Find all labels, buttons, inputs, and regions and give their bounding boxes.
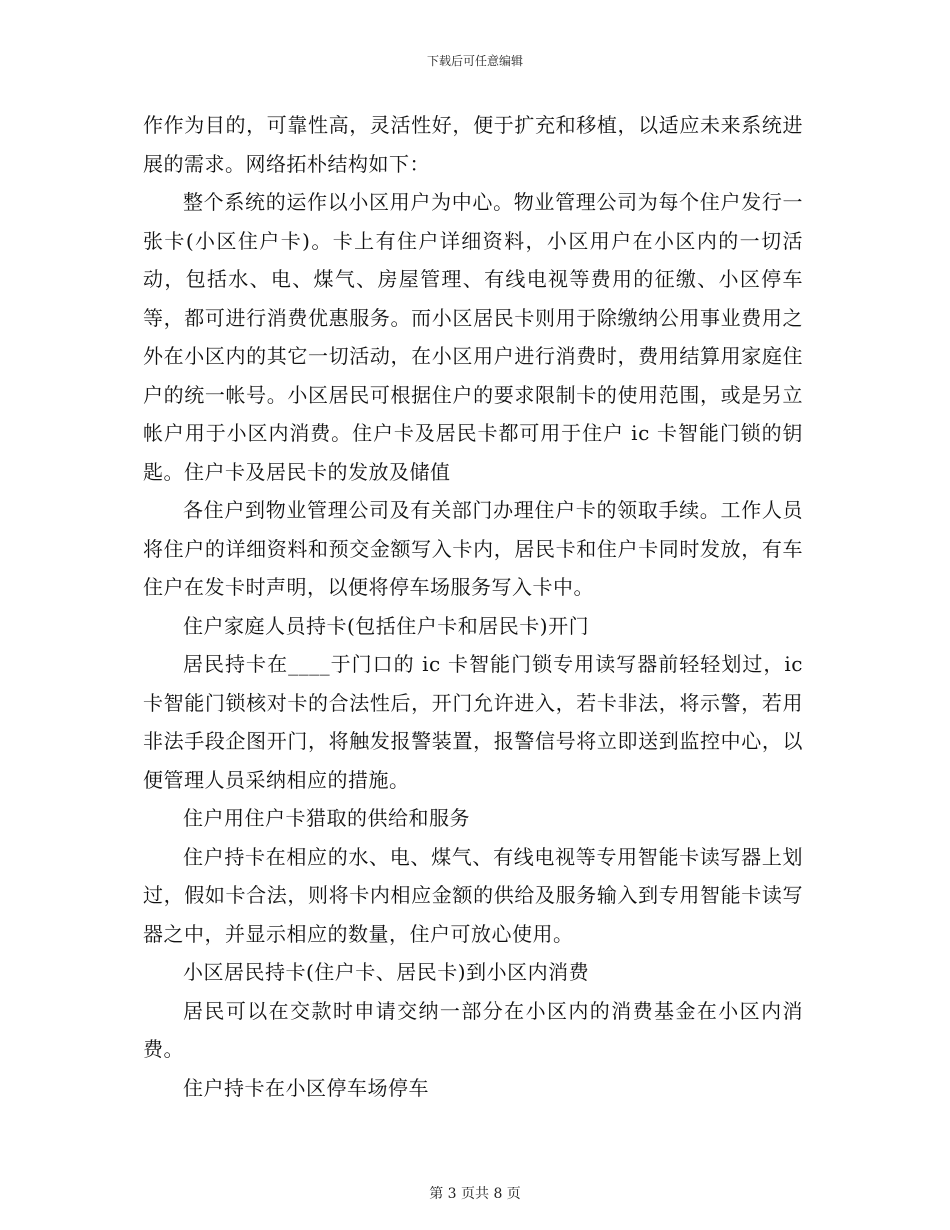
paragraph-5: 居民持卡在____于门口的 ic 卡智能门锁专用读写器前轻轻划过，ic 卡智能门锁核对卡的合法性后，开门允许进入，若卡非法，将示警，若用非法手段企图开门，将触发报警装置，报警信号将立即送到监控中心，以便管理人员采纳相应的措施。 bbox=[143, 652, 803, 792]
document-body bbox=[143, 106, 803, 1107]
paragraph-2: 整个系统的运作以小区用户为中心。物业管理公司为每个住户发行一张卡(小区住户卡)。卡上有住户详细资料，小区用户在小区内的一切活动，包括水、电、煤气、房屋管理、有线电视等费用的征缴、小区停车等，都可进行消费优惠服务。而小区居民卡则用于除缴纳公用事业费用之外在小区内的其它一切活动，在小区用户进行消费时，费用结算用家庭住户的统一帐号。小区居民可根据住户的要求限制卡的使用范围，或是另立帐户用于小区内消费。住户卡及居民卡都可用于住户 ic 卡智能门锁的钥匙。住户卡及居民卡的发放及储值 bbox=[143, 190, 803, 484]
page-number-footer: 第 3 页共 8 页 bbox=[429, 1186, 521, 1202]
section-heading-parking: 住户持卡在小区停车场停车 bbox=[183, 1075, 429, 1100]
section-heading-services: 住户用住户卡猎取的供给和服务 bbox=[183, 806, 470, 830]
paragraph-7: 住户持卡在相应的水、电、煤气、有线电视等专用智能卡读写器上划过，假如卡合法，则将卡内相应金额的供给及服务输入到专用智能卡读写器之中，并显示相应的数量，住户可放心使用。 bbox=[143, 844, 803, 946]
section-heading-consumption: 小区居民持卡(住户卡、居民卡)到小区内消费 bbox=[183, 960, 590, 984]
paragraph-3: 各住户到物业管理公司及有关部门办理住户卡的领取手续。工作人员将住户的详细资料和预交金额写入卡内，居民卡和住户卡同时发放，有车住户在发卡时声明，以便将停车场服务写入卡中。 bbox=[143, 498, 803, 599]
section-heading-open-door: 住户家庭人员持卡(包括住户卡和居民卡)开门 bbox=[183, 613, 590, 638]
paragraph-1: 作作为目的，可靠性高，灵活性好，便于扩充和移植，以适应未来系统进展的需求。网络拓朴结构如下： bbox=[143, 113, 803, 176]
paragraph-9: 居民可以在交款时申请交纳一部分在小区内的消费基金在小区内消费。 bbox=[143, 998, 803, 1061]
page-header-note: 下载后可任意编辑 bbox=[426, 54, 523, 68]
